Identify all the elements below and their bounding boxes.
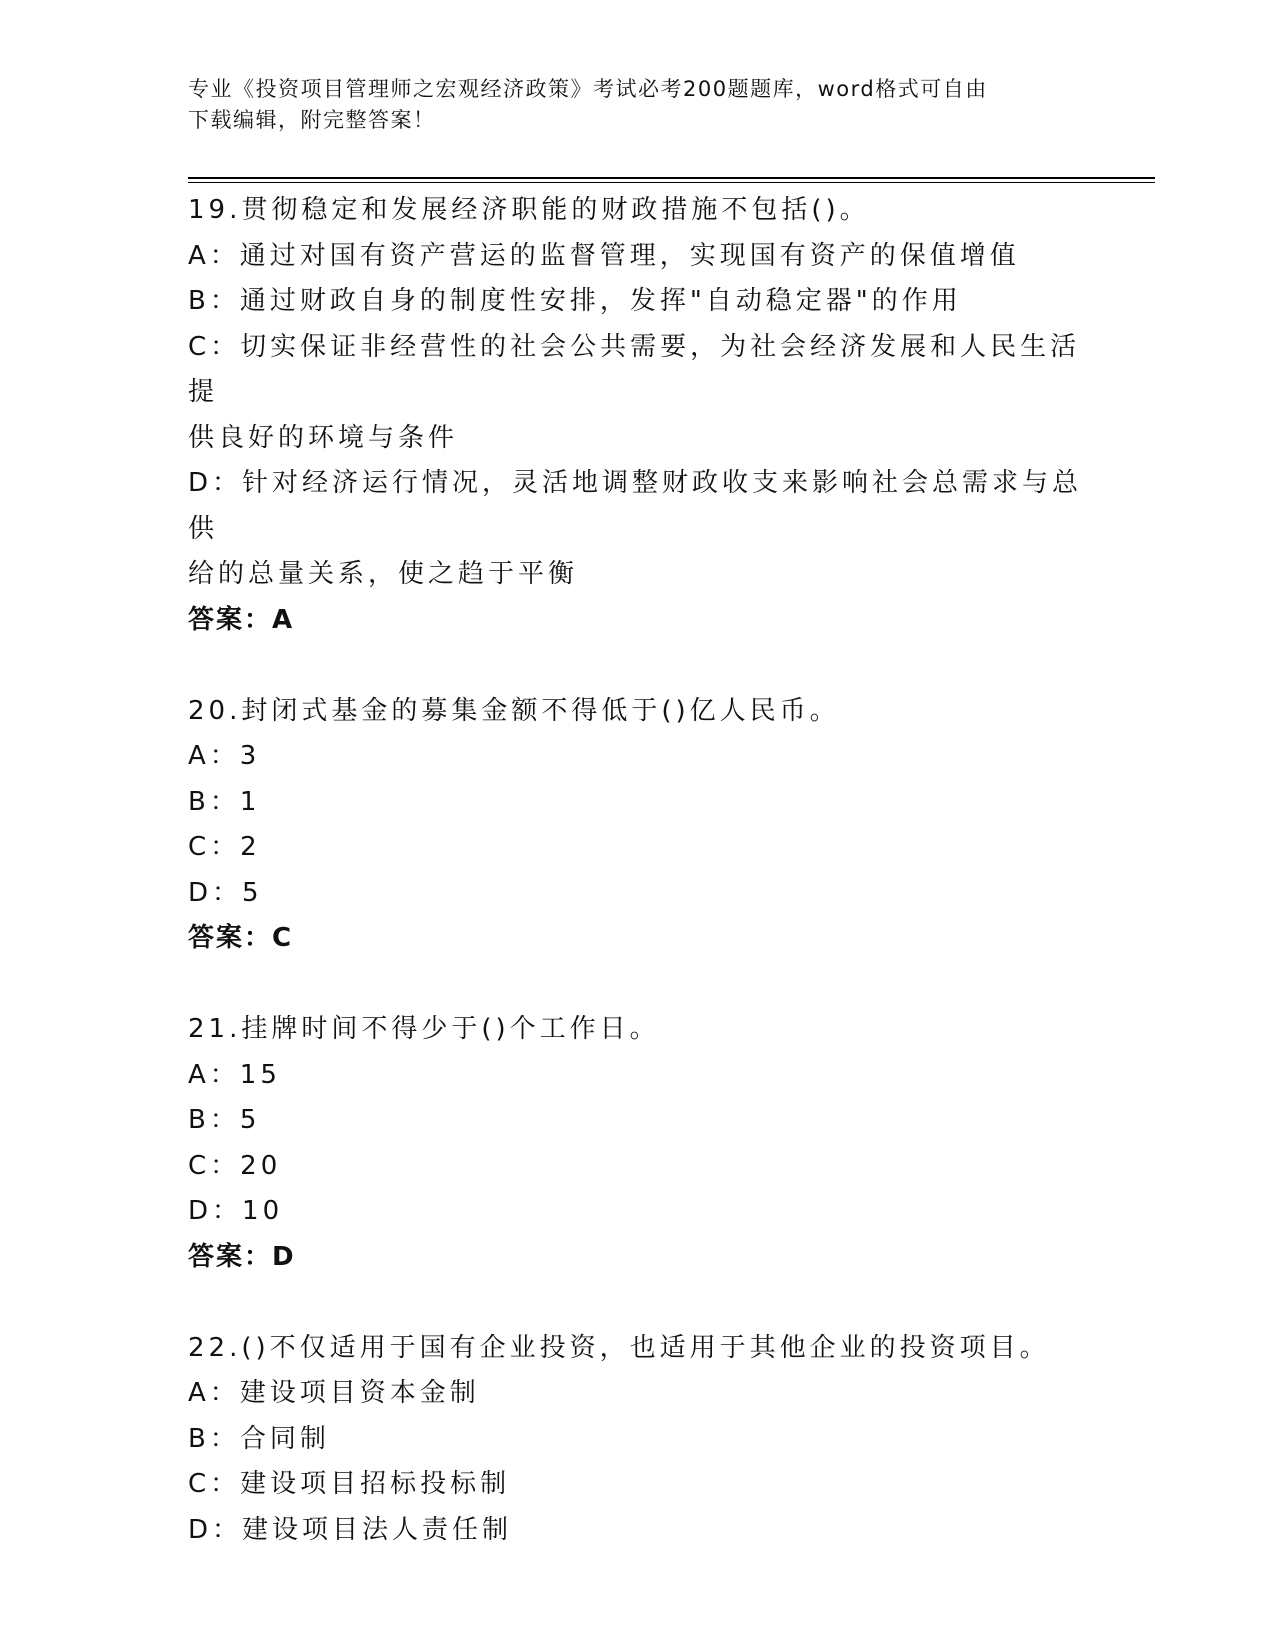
option-line: B：通过财政自身的制度性安排，发挥"自动稳定器"的作用 [188,286,962,316]
option-a: A：15 [188,1059,281,1090]
header-line-2: 下载编辑，附完整答案！ [188,108,436,132]
question-21 [188,1007,1088,1280]
option-b: B：合同制 [188,1423,330,1454]
option-c: C：20 [188,1150,282,1181]
option-d: D：建设项目法人责任制 [188,1514,513,1545]
question-19 [188,188,1088,643]
option-a: A：3 [188,741,261,771]
option-d: D：5 [188,877,263,908]
document-header [188,74,1088,136]
question-stem: 19.贯彻稳定和发展经济职能的财政措施不包括()。 [188,195,870,225]
spacer [188,1280,1088,1326]
question-22 [188,1326,1088,1554]
header-divider-thin [188,182,1155,183]
option-d [188,461,1088,598]
option-a: A：建设项目资本金制 [188,1378,480,1408]
answer-label: 答案：A [188,604,295,635]
option-b: B：1 [188,786,261,817]
option-line: C：切实保证非经营性的社会公共需要，为社会经济发展和人民生活提 [188,331,1081,407]
option-d: D：10 [188,1196,284,1226]
option-c: C：建设项目招标投标制 [188,1469,511,1499]
question-stem: 21.挂牌时间不得少于()个工作日。 [188,1014,660,1044]
header-divider-thick [188,177,1155,179]
spacer [188,962,1088,1008]
option-line: D：针对经济运行情况，灵活地调整财政收支来影响社会总需求与总供 [188,468,1083,544]
option-b: B：5 [188,1105,261,1135]
header-line-1: 专业《投资项目管理师之宏观经济政策》考试必考200题题库，word格式可自由 [188,77,988,101]
option-c: C：2 [188,832,261,862]
question-20 [188,689,1088,962]
question-stem: 20.封闭式基金的募集金额不得低于()亿人民币。 [188,695,840,726]
question-list [188,188,1088,1553]
option-line-continued: 给的总量关系，使之趋于平衡 [188,559,579,589]
question-stem: 22.()不仅适用于国有企业投资，也适用于其他企业的投资项目。 [188,1332,1050,1363]
option-b [188,279,1088,325]
option-line-continued: 供良好的环境与条件 [188,422,459,453]
option-line: A：通过对国有资产营运的监督管理，实现国有资产的保值增值 [188,240,1020,271]
answer-label: 答案：C [188,923,294,953]
option-c [188,325,1088,462]
spacer [188,643,1088,689]
option-a [188,234,1088,280]
answer-label: 答案：D [188,1241,296,1272]
